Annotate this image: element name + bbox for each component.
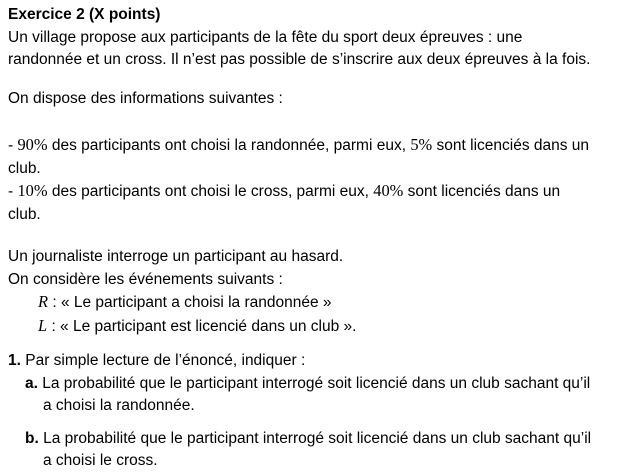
item-b-line-1 bbox=[8, 428, 611, 451]
item-a-label: a. bbox=[25, 374, 38, 392]
intro-line-1: Un village propose aux participants de la fête du sport deux épreuves : une bbox=[8, 28, 523, 46]
facts-list bbox=[8, 134, 611, 226]
journalist-line: Un journaliste interroge un participant au hasard. bbox=[8, 248, 344, 265]
fact-item-randonnee bbox=[8, 134, 611, 180]
fact-percent-licensed: 40% bbox=[373, 181, 404, 200]
fact-percent-licensed: 5% bbox=[410, 135, 433, 154]
item-b-text: La probabilité que le participant interrogé soit licencié dans un club sachant qu’il bbox=[38, 429, 592, 447]
fact-text-mid: des participants ont choisi la randonnée, parmi eux, bbox=[47, 137, 411, 154]
item-b-label: b. bbox=[25, 429, 39, 447]
item-a-line-1 bbox=[8, 373, 611, 396]
event-text-L: : « Le participant est licencié dans un club ». bbox=[47, 317, 357, 335]
fact-percent-group: 10% bbox=[17, 181, 48, 200]
question-1-heading bbox=[8, 350, 611, 373]
question-number: 1. bbox=[8, 352, 21, 369]
fact-percent-group: 90% bbox=[17, 135, 48, 154]
fact-text-end: sont licenciés dans un bbox=[432, 137, 590, 154]
fact-cross-line-1 bbox=[8, 180, 611, 204]
events-section bbox=[8, 246, 611, 338]
event-symbol-R: R bbox=[38, 292, 49, 311]
events-heading: On considère les événements suivants : bbox=[8, 270, 283, 288]
intro-paragraph bbox=[8, 27, 611, 72]
exercise-title: Exercice 2 (X points) bbox=[8, 6, 161, 23]
event-def-R bbox=[8, 291, 611, 315]
item-b-line-2: a choisi le cross. bbox=[43, 452, 158, 469]
question-text: Par simple lecture de l’énoncé, indiquer : bbox=[20, 352, 306, 369]
fact-text-mid: des participants ont choisi le cross, parmi eux, bbox=[47, 183, 374, 200]
event-symbol-L: L bbox=[38, 315, 48, 335]
question-item-a bbox=[8, 373, 611, 418]
intro-line-2: randonnée et un cross. Il n’est pas possible de s’inscrire aux deux épreuves à la fois. bbox=[8, 51, 591, 68]
question-1 bbox=[8, 350, 611, 473]
fact-item-cross bbox=[8, 180, 611, 226]
fact-dash: - bbox=[8, 137, 18, 154]
fact-text-end: sont licenciés dans un bbox=[403, 183, 561, 200]
info-heading: On dispose des informations suivantes : bbox=[8, 89, 283, 107]
fact-cross-line-2: club. bbox=[8, 205, 41, 223]
question-item-b bbox=[8, 428, 611, 473]
event-def-L bbox=[8, 315, 611, 339]
fact-randonnee-line-1 bbox=[8, 134, 611, 158]
event-text-R: : « Le participant a choisi la randonnée » bbox=[48, 294, 332, 311]
fact-randonnee-line-2: club. bbox=[8, 159, 41, 177]
fact-dash: - bbox=[8, 183, 18, 200]
item-a-line-2: a choisi la randonnée. bbox=[43, 397, 195, 414]
item-a-text: La probabilité que le participant interrogé soit licencié dans un club sachant qu’il bbox=[37, 374, 591, 392]
